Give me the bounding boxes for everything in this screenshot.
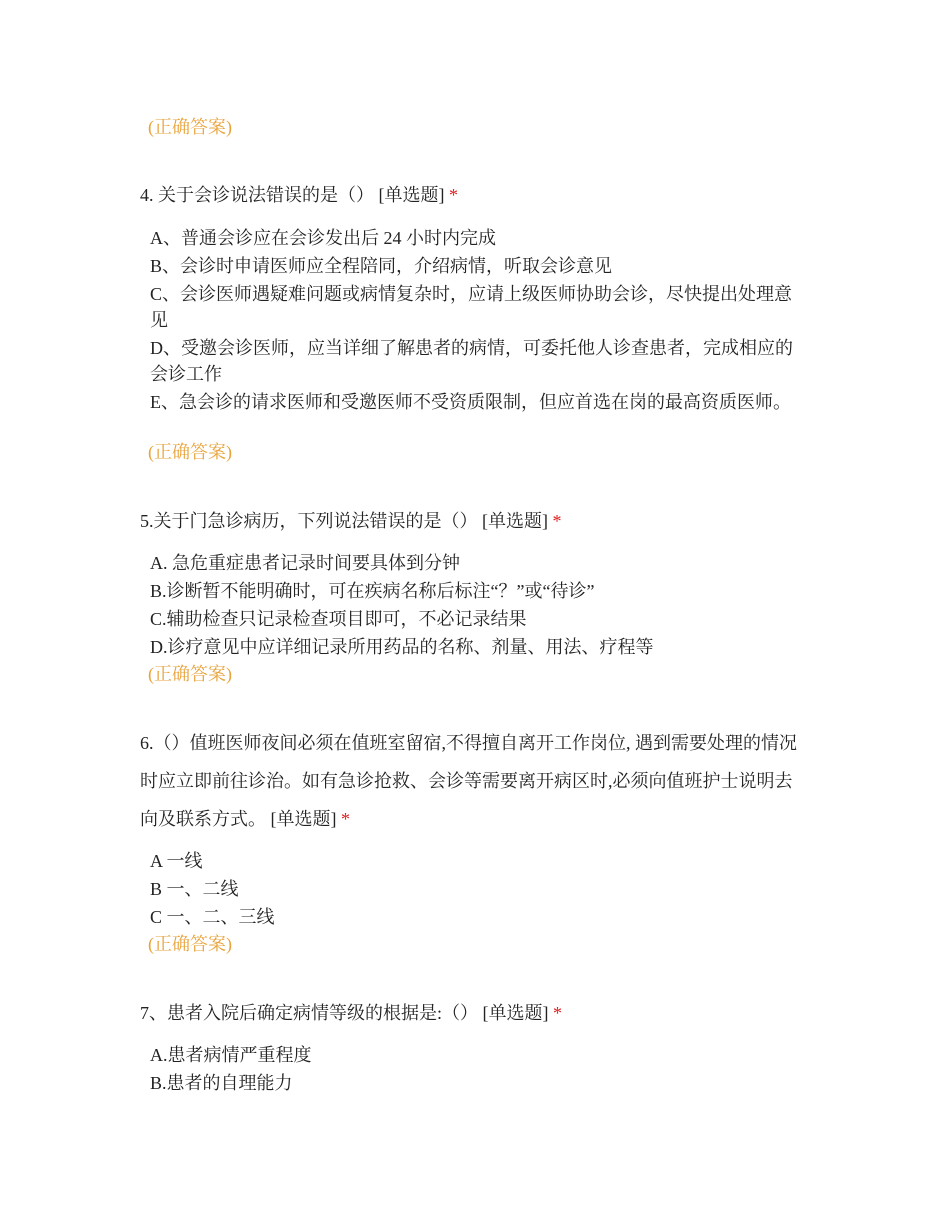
required-mark: *	[449, 185, 458, 205]
question-type: [单选题]	[270, 809, 337, 829]
question-text: 4. 关于会诊说法错误的是（）	[140, 185, 374, 205]
question-type: [单选题]	[378, 185, 445, 205]
question-7-options	[150, 1042, 805, 1098]
question-4-options	[150, 225, 805, 417]
option-b[interactable]: B.诊断暂不能明确时，可在疾病名称后标注“？”或“待诊”	[150, 581, 595, 601]
required-mark: *	[553, 1003, 562, 1023]
option-a[interactable]: A. 急危重症患者记录时间要具体到分钟	[150, 553, 460, 573]
required-mark: *	[341, 809, 350, 829]
option-c[interactable]: C 一、二、三线	[150, 907, 275, 927]
question-type: [单选题]	[482, 511, 548, 531]
question-text: 6.（）值班医师夜间必须在值班室留宿,不得擅自离开工作岗位, 遇到需要处理的情况时应立即前往诊治。如有急诊抢救、会诊等需要离开病区时,必须向值班护士说明去向及联系方式。	[140, 733, 797, 829]
option-a[interactable]: A、普通会诊应在会诊发出后 24 小时内完成	[150, 228, 496, 248]
correct-answer-marker: (正确答案)	[148, 664, 232, 684]
question-6-title	[140, 724, 805, 838]
option-b[interactable]: B.患者的自理能力	[150, 1073, 293, 1093]
required-mark: *	[552, 511, 562, 531]
question-6-options	[150, 848, 805, 932]
option-d[interactable]: D.诊疗意见中应详细记录所用药品的名称、剂量、用法、疗程等	[150, 637, 654, 657]
option-b[interactable]: B、会诊时申请医师应全程陪同，介绍病情，听取会诊意见	[150, 256, 613, 276]
option-c[interactable]: C、会诊医师遇疑难问题或病情复杂时，应请上级医师协助会诊，尽快提出处理意见	[150, 284, 793, 330]
option-e[interactable]: E、急会诊的请求医师和受邀医师不受资质限制，但应首选在岗的最高资质医师。	[150, 392, 791, 412]
option-b[interactable]: B 一、二线	[150, 879, 239, 899]
correct-answer-marker: (正确答案)	[148, 934, 232, 954]
option-a[interactable]: A 一线	[150, 851, 203, 871]
question-type: [单选题]	[482, 1003, 549, 1023]
option-c[interactable]: C.辅助检查只记录检查项目即可，不必记录结果	[150, 609, 527, 629]
correct-answer-marker: (正确答案)	[148, 442, 232, 462]
question-text: 7、患者入院后确定病情等级的根据是:（）	[140, 1003, 478, 1023]
question-5-title	[140, 502, 805, 540]
question-7-title	[140, 994, 805, 1032]
question-4-title	[140, 176, 805, 214]
option-d[interactable]: D、受邀会诊医师，应当详细了解患者的病情，可委托他人诊查患者，完成相应的会诊工作	[150, 338, 793, 384]
question-5-options	[150, 550, 805, 662]
question-text: 5.关于门急诊病历，下列说法错误的是（）	[140, 511, 478, 531]
option-a[interactable]: A.患者病情严重程度	[150, 1045, 312, 1065]
correct-answer-marker: (正确答案)	[148, 117, 232, 137]
